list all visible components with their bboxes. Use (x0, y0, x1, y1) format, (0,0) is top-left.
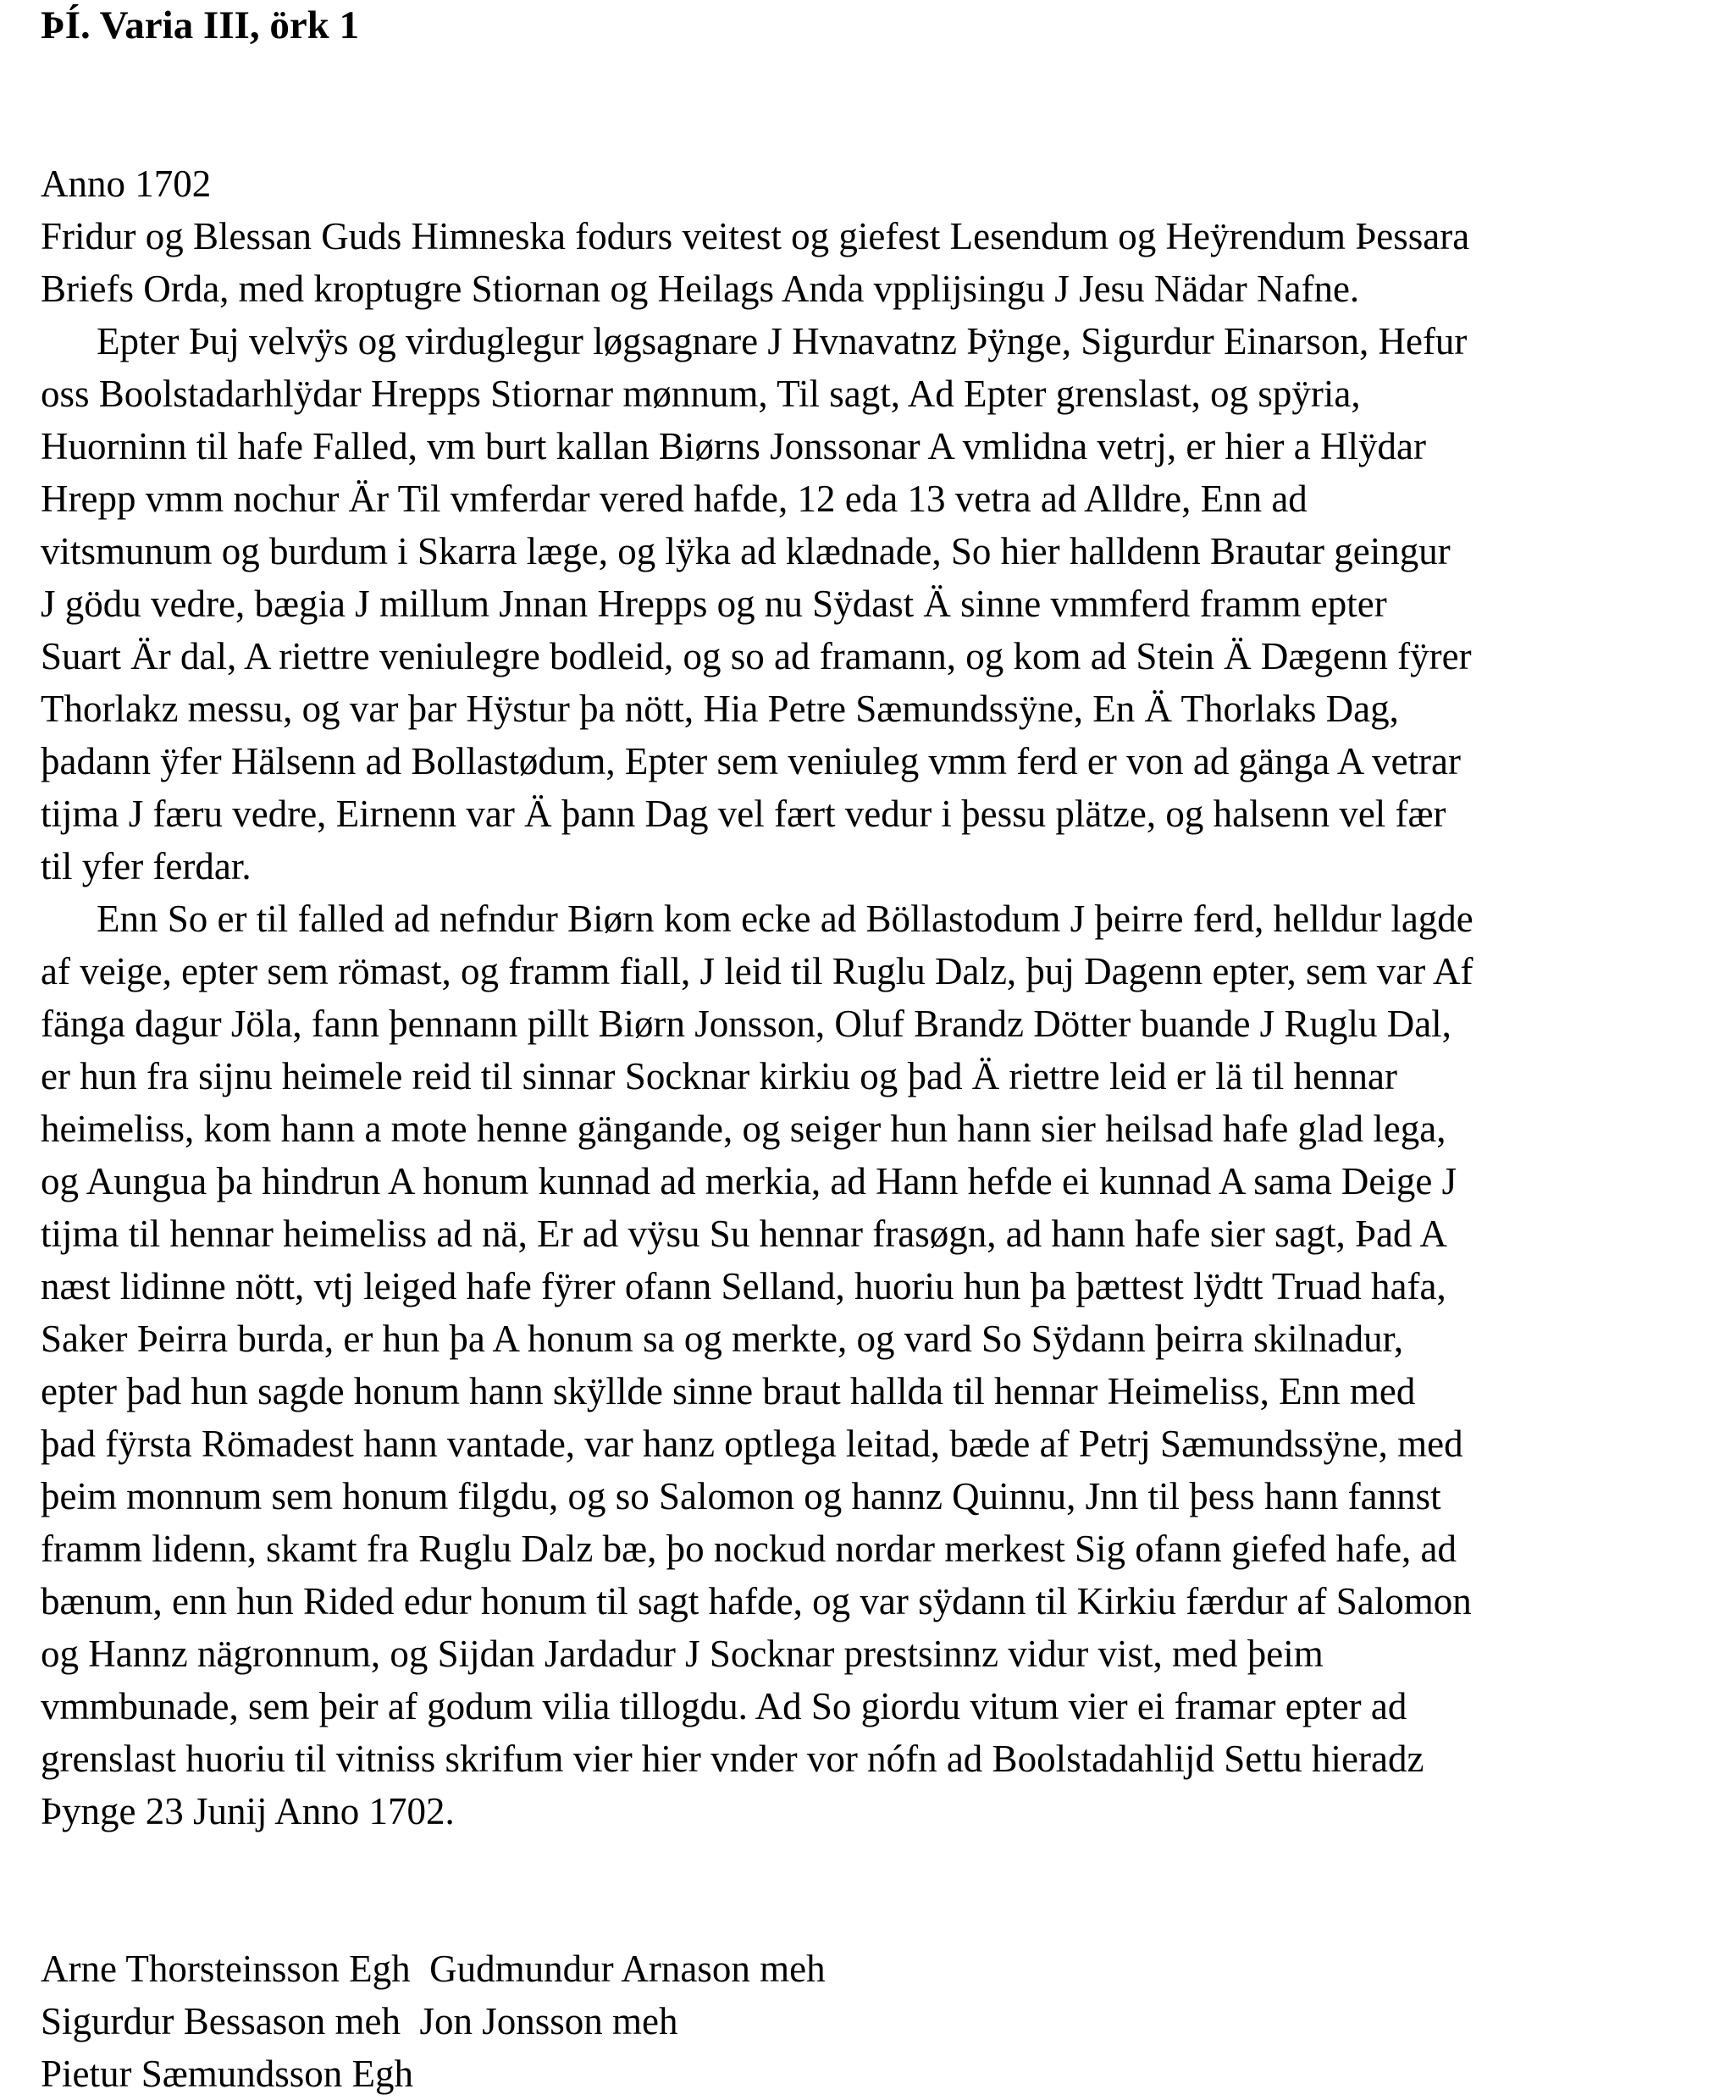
text-line: oss Boolstadarhlÿdar Hrepps Stiornar mønnum, Til sagt, Ad Epter grenslast, og spÿria, (41, 373, 1361, 415)
text-line: tijma J færu vedre, Eirnenn var Ä þann Dag vel fært vedur i þessu plätze, og halsenn vel fær (41, 793, 1446, 835)
text-line: af veige, epter sem römast, og framm fiall, J leid til Ruglu Dalz, þuj Dagenn epter, sem var Af (41, 950, 1473, 992)
text-line: Huorninn til hafe Falled, vm burt kallan Biørns Jonssonar A vmlidna vetrj, er hier a Hlÿdar (41, 425, 1426, 467)
signature-line: Sigurdur Bessason meh Jon Jonsson meh (41, 2000, 678, 2042)
text-line: bænum, enn hun Rided edur honum til sagt hafde, og var sÿdann til Kirkiu færdur af Salomon (41, 1580, 1472, 1622)
text-line: Fridur og Blessan Guds Himneska fodurs veitest og giefest Lesendum og Heÿrendum Þessara (41, 215, 1470, 257)
text-line: til yfer ferdar. (41, 845, 252, 887)
signature-line: Arne Thorsteinsson Egh Gudmundur Arnason meh (41, 1948, 826, 1990)
text-line: og Aungua þa hindrun A honum kunnad ad merkia, ad Hann hefde ei kunnad A sama Deige J (41, 1160, 1457, 1202)
text-line: Hrepp vmm nochur Är Til vmferdar vered hafde, 12 eda 13 vetra ad Alldre, Enn ad (41, 478, 1308, 520)
text-line: þadann ÿfer Hälsenn ad Bollastødum, Epter sem veniuleg vmm ferd er von ad gänga A vetrar (41, 740, 1461, 782)
text-line: heimeliss, kom hann a mote henne gängande, og seiger hun hann sier heilsad hafe glad lega, (41, 1108, 1446, 1150)
text-line: Þynge 23 Junij Anno 1702. (41, 1790, 455, 1832)
text-line: Enn So er til falled ad nefndur Biørn kom ecke ad Böllastodum J þeirre ferd, helldur lagde (97, 898, 1473, 940)
paragraphs-host (41, 210, 1726, 1838)
text-line: Suart Är dal, A riettre veniulegre bodleid, og so ad framann, og kom ad Stein Ä Dægenn fÿrer (41, 635, 1472, 677)
text-line: tijma til hennar heimeliss ad nä, Er ad vÿsu Su hennar frasøgn, ad hann hafe sier sagt, Þad A (41, 1213, 1447, 1255)
text-line: Saker Þeirra burda, er hun þa A honum sa og merkte, og vard So Sÿdann þeirra skilnadur, (41, 1318, 1404, 1360)
text-line: og Hannz nägronnum, og Sijdan Jardadur J Socknar prestsinnz vidur vist, med þeim (41, 1633, 1324, 1675)
document-heading: ÞÍ. Varia III, örk 1 (41, 3, 360, 47)
text-line: þeim monnum sem honum filgdu, og so Salomon og hannz Quinnu, Jnn til þess hann fannst (41, 1475, 1441, 1517)
text-line: framm lidenn, skamt fra Ruglu Dalz bæ, þo nockud nordar merkest Sig ofann giefed hafe, ad (41, 1528, 1457, 1570)
signature-block (41, 1942, 1726, 2100)
text-line: epter þad hun sagde honum hann skÿllde sinne braut hallda til hennar Heimeliss, Enn med (41, 1370, 1416, 1412)
text-line: er hun fra sijnu heimele reid til sinnar Socknar kirkiu og þad Ä riettre leid er lä til hennar (41, 1055, 1397, 1097)
text-line: vmmbunade, sem þeir af godum vilia tillogdu. Ad So giordu vitum vier ei framar epter ad (41, 1685, 1407, 1727)
text-line: Briefs Orda, med kroptugre Stiornan og Heilags Anda vpplijsingu J Jesu Nädar Nafne. (41, 268, 1360, 310)
text-line: grenslast huoriu til vitniss skrifum vier hier vnder vor nófn ad Boolstadahlijd Settu hieradz (41, 1738, 1424, 1780)
text-line: vitsmunum og burdum i Skarra læge, og lÿka ad klædnade, So hier halldenn Brautar geingur (41, 530, 1451, 572)
text-line: J gödu vedre, bægia J millum Jnnan Hrepps og nu Sÿdast Ä sinne vmmferd framm epter (41, 583, 1387, 625)
date-line: Anno 1702 (41, 163, 212, 205)
text-line: næst lidinne nött, vtj leiged hafe fÿrer ofann Selland, huoriu hun þa þættest lÿdtt Truad hafa, (41, 1265, 1446, 1307)
text-line: þad fÿrsta Römadest hann vantade, var hanz optlega leitad, bæde af Petrj Sæmundssÿne, med (41, 1423, 1463, 1465)
text-line: Thorlakz messu, og var þar Hÿstur þa nött, Hia Petre Sæmundssÿne, En Ä Thorlaks Dag, (41, 688, 1399, 730)
text-line: fänga dagur Jöla, fann þennann pillt Biørn Jonsson, Oluf Brandz Dötter buande J Ruglu Dal, (41, 1003, 1451, 1045)
text-line: Epter Þuj velvÿs og virduglegur løgsagnare J Hvnavatnz Þÿnge, Sigurdur Einarson, Hefur (97, 320, 1468, 362)
signature-line: Pietur Sæmundsson Egh (41, 2053, 414, 2095)
document-body (41, 158, 1726, 2100)
